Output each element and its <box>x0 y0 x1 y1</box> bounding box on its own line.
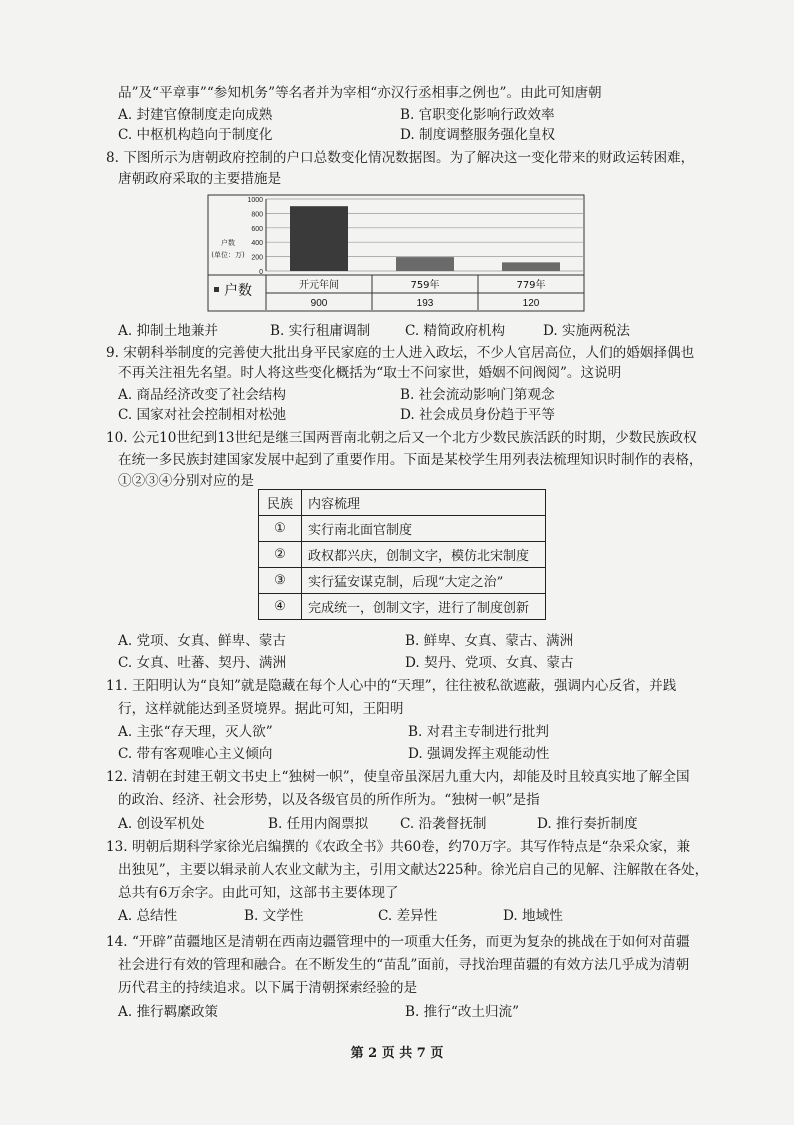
q9-stem-2: 不再关注祖先名望。时人将这些变化概括为“取士不问家世，婚姻不问阀阅”。这说明 <box>118 365 622 381</box>
ethnic-table <box>258 489 546 620</box>
q8-option-d: D. 实施两税法 <box>543 323 631 339</box>
q14-stem-3: 历代君主的持续追求。以下属于清朝探索经验的是 <box>118 980 418 996</box>
q8-option-c: C. 精简政府机构 <box>405 323 506 339</box>
legend-swatch <box>214 287 219 292</box>
q9-stem-1: 9. 宋朝科举制度的完善使大批出身平民家庭的士人进入政坛，不少人官居高位，人们的婚姻择偶也 <box>106 345 695 361</box>
table-row <box>259 542 546 568</box>
intro-option-a: A. 封建官僚制度走向成熟 <box>118 107 273 123</box>
q8-option-b: B. 实行租庸调制 <box>270 323 371 339</box>
q11-option-c: C. 带有客观唯心主义倾向 <box>118 746 273 762</box>
population-chart-svg <box>206 193 588 315</box>
chart-frame <box>208 195 584 311</box>
intro-option-c: C. 中枢机构趋向于制度化 <box>118 127 273 143</box>
q10-option-c: C. 女真、吐蕃、契丹、满洲 <box>118 655 287 671</box>
q11-stem-1: 11. 王阳明认为“良知”就是隐藏在每个人心中的“天理”，往往被私欲遮蔽，强调内心反省，并践 <box>106 678 677 694</box>
y-unit-label: (单位：万) <box>211 251 245 259</box>
y-tick-label: 400 <box>251 240 263 248</box>
q8-option-a: A. 抑制土地兼并 <box>118 323 219 339</box>
q13-stem-1: 13. 明朝后期科学家徐光启编撰的《农政全书》共60卷，约70万字。其写作特点是“杂采众家，兼 <box>106 839 691 855</box>
bar <box>502 262 560 271</box>
q9-option-c: C. 国家对社会控制相对松弛 <box>118 407 287 423</box>
x-category-label: 759年 <box>410 280 440 291</box>
population-chart <box>206 193 588 315</box>
q12-option-b: B. 任用内阁票拟 <box>268 816 369 832</box>
table-row <box>259 594 546 620</box>
q12-option-a: A. 创设军机处 <box>118 816 205 832</box>
q11-option-b: B. 对君主专制进行批判 <box>408 724 549 740</box>
data-value-label: 193 <box>416 298 434 309</box>
q13-option-b: B. 文学性 <box>244 908 304 924</box>
q12-option-d: D. 推行奏折制度 <box>537 816 638 832</box>
data-value-label: 900 <box>310 298 328 309</box>
table-header-cell: 民族 <box>259 490 302 516</box>
legend-label: 户数 <box>224 283 252 299</box>
intro-option-b: B. 官职变化影响行政效率 <box>400 107 555 123</box>
bar <box>290 206 348 271</box>
q9-option-d: D. 社会成员身份趋于平等 <box>400 407 555 423</box>
q8-stem-1: 8. 下图所示为唐朝政府控制的户口总数变化情况数据图。为了解决这一变化带来的财政运转困难， <box>106 150 695 166</box>
q12-stem-1: 12. 清朝在封建王朝文书史上“独树一帜”，使皇帝虽深居九重大内，却能及时且较真实地了解全国 <box>106 769 690 785</box>
table-header-row <box>259 490 546 516</box>
q10-option-d: D. 契丹、党项、女真、蒙古 <box>405 655 574 671</box>
bar <box>396 257 454 271</box>
intro-option-d: D. 制度调整服务强化皇权 <box>400 127 555 143</box>
page-number: 第 2 页 共 7 页 <box>350 1046 444 1061</box>
q14-stem-1: 14. “开辟”苗疆地区是清朝在西南边疆管理中的一项重大任务，而更为复杂的挑战在于如何对苗疆 <box>106 934 690 950</box>
q12-option-c: C. 沿袭督抚制 <box>400 816 487 832</box>
q10-stem-1: 10. 公元10世纪到13世纪是继三国两晋南北朝之后又一个北方少数民族活跃的时期，少数民族政权 <box>106 430 697 446</box>
q14-option-b: B. 推行“改土归流” <box>405 1004 520 1020</box>
table-cell: 实行南北面官制度 <box>302 516 546 542</box>
table-cell: ② <box>259 542 302 568</box>
q13-option-d: D. 地域性 <box>503 908 563 924</box>
y-tick-label: 1000 <box>247 197 263 204</box>
q11-option-a: A. 主张“存天理，灭人欲” <box>118 724 273 740</box>
y-tick-label: 200 <box>251 254 263 262</box>
y-tick-label: 800 <box>251 211 263 219</box>
q12-stem-2: 的政治、经济、社会形势，以及各级官员的所作所为。“独树一帜”是指 <box>118 792 540 808</box>
data-value-label: 120 <box>522 298 540 309</box>
q13-option-a: A. 总结性 <box>118 908 178 924</box>
table-header-cell: 内容梳理 <box>302 490 546 516</box>
q11-option-d: D. 强调发挥主观能动性 <box>408 746 550 762</box>
q9-option-a: A. 商品经济改变了社会结构 <box>118 387 286 403</box>
y-tick-label: 600 <box>251 225 263 233</box>
table-cell: ④ <box>259 594 302 620</box>
table-cell: 完成统一，创制文字，进行了制度创新 <box>302 594 546 620</box>
q10-option-a: A. 党项、女真、鲜卑、蒙古 <box>118 633 286 649</box>
intro-line: 品”及“平章事”“参知机务”等名者并为宰相“亦汉行丞相事之例也”。由此可知唐朝 <box>118 85 602 101</box>
table-row <box>259 568 546 594</box>
q13-option-c: C. 差异性 <box>378 908 438 924</box>
table-row <box>259 516 546 542</box>
q9-option-b: B. 社会流动影响门第观念 <box>400 387 555 403</box>
table-cell: 实行猛安谋克制，后现“大定之治” <box>302 568 546 594</box>
y-tick-label: 0 <box>259 269 263 276</box>
q10-stem-3: ①②③④分别对应的是 <box>118 473 254 489</box>
table-cell: ③ <box>259 568 302 594</box>
q14-option-a: A. 推行羁縻政策 <box>118 1004 219 1020</box>
q14-stem-2: 社会进行有效的管理和融合。在不断发生的“苗乱”面前，寻找治理苗疆的有效方法几乎成为清朝 <box>118 957 690 973</box>
q10-stem-2: 在统一多民族封建国家发展中起到了重要作用。下面是某校学生用列表法梳理知识时制作的表格， <box>118 452 703 468</box>
q11-stem-2: 行，这样就能达到圣贤境界。据此可知，王阳明 <box>118 701 404 717</box>
q10-option-b: B. 鲜卑、女真、蒙古、满洲 <box>405 633 574 649</box>
q8-stem-2: 唐朝政府采取的主要措施是 <box>118 171 282 187</box>
x-category-label: 开元年间 <box>299 280 339 291</box>
table-cell: 政权都兴庆，创制文字，模仿北宋制度 <box>302 542 546 568</box>
q13-stem-3: 总共有6万余字。由此可知，这部书主要体现了 <box>118 885 399 901</box>
y-axis-label: 户数 <box>221 239 235 247</box>
q13-stem-2: 出独见”，主要以辑录前人农业文献为主，引用文献达225种。徐光启自己的见解、注解散在各处， <box>118 862 709 878</box>
x-category-label: 779年 <box>516 280 546 291</box>
table-cell: ① <box>259 516 302 542</box>
